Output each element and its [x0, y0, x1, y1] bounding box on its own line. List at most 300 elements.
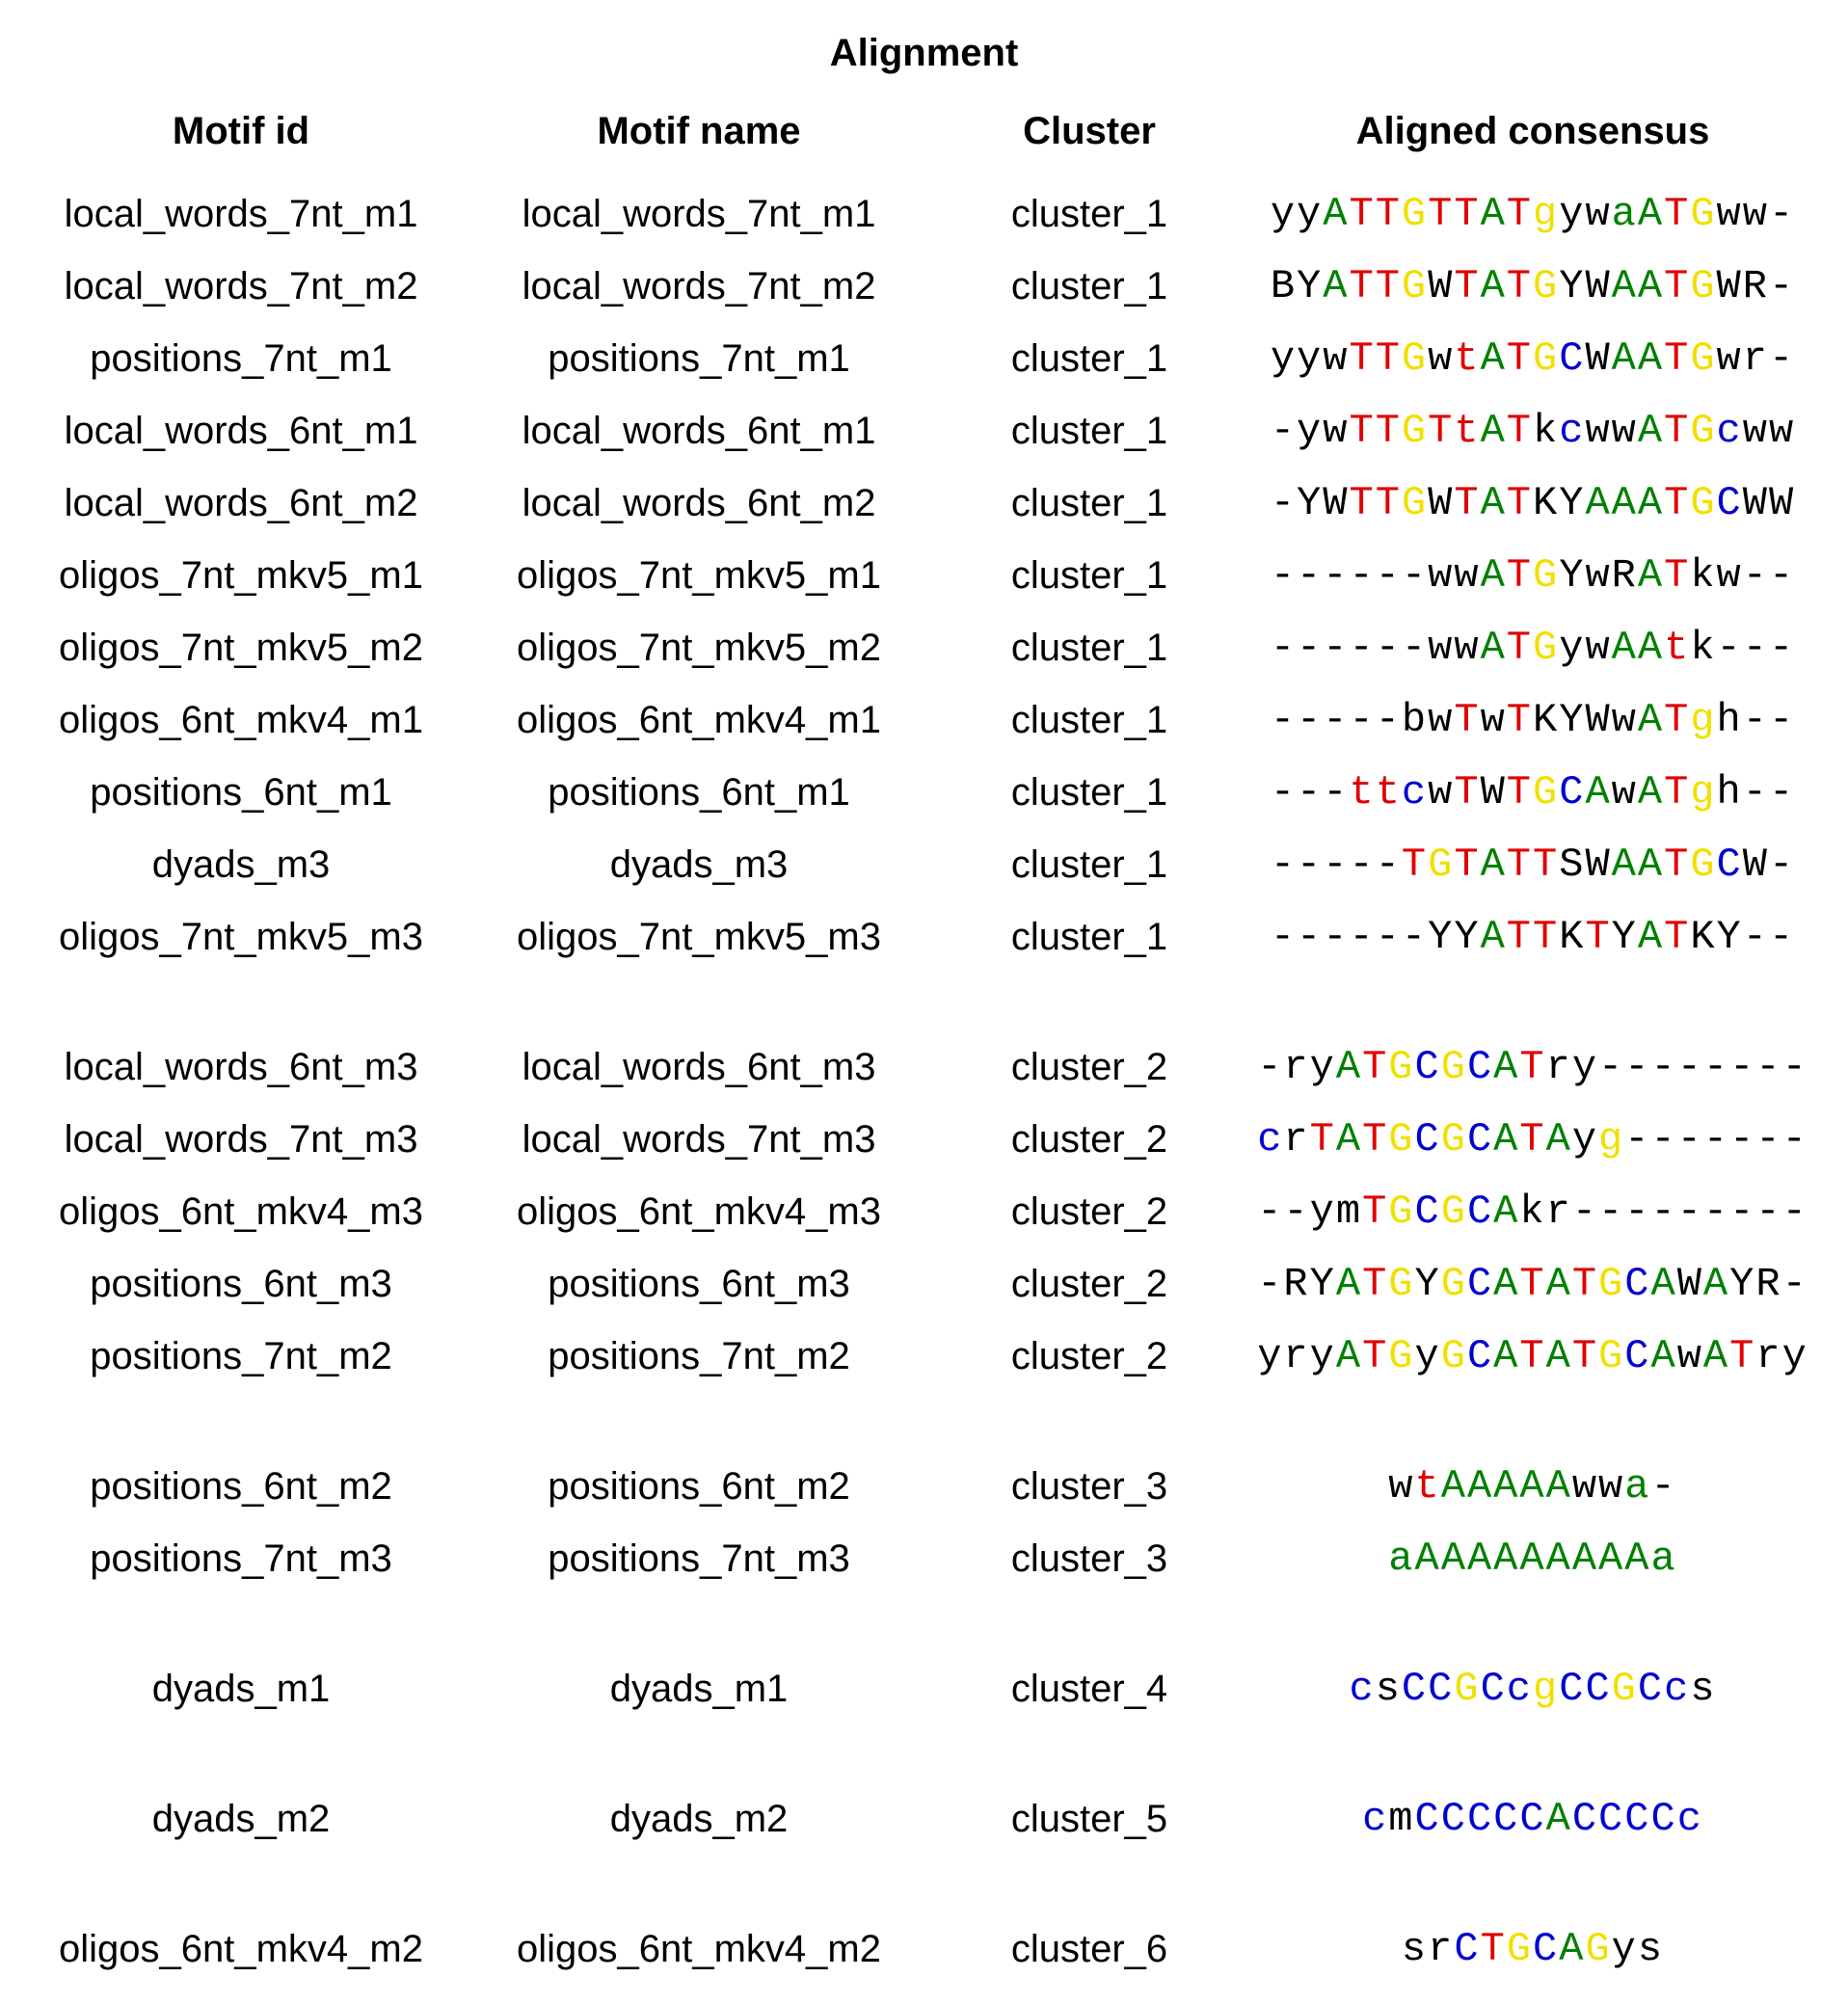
motif-id-cell: oligos_7nt_mkv5_m1	[59, 554, 423, 597]
nucleotide: w	[1611, 769, 1638, 815]
motif-id-cell: oligos_6nt_mkv4_m2	[59, 1928, 423, 1970]
nucleotide: C	[1559, 769, 1586, 815]
nucleotide: G	[1388, 1116, 1415, 1162]
nucleotide: T	[1506, 480, 1533, 526]
nucleotide: A	[1545, 1261, 1572, 1307]
cluster-cell: cluster_1	[1010, 843, 1168, 886]
nucleotide: A	[1611, 625, 1638, 671]
nucleotide: -	[1270, 408, 1298, 454]
nucleotide: T	[1454, 191, 1481, 237]
nucleotide: -	[1297, 842, 1324, 888]
nucleotide: A	[1480, 914, 1507, 960]
nucleotide: T	[1729, 1333, 1756, 1379]
nucleotide: A	[1480, 842, 1507, 888]
nucleotide: C	[1559, 335, 1586, 382]
nucleotide: w	[1571, 1463, 1599, 1510]
nucleotide: b	[1401, 697, 1429, 743]
nucleotide: G	[1440, 1044, 1467, 1090]
nucleotide: -	[1650, 1463, 1677, 1510]
nucleotide: T	[1454, 480, 1481, 526]
nucleotide: g	[1533, 1666, 1560, 1712]
nucleotide: T	[1664, 697, 1691, 743]
nucleotide: -	[1768, 191, 1796, 237]
nucleotide: -	[1297, 914, 1324, 960]
nucleotide: T	[1349, 191, 1376, 237]
nucleotide: Y	[1297, 480, 1324, 526]
nucleotide: r	[1283, 1333, 1310, 1379]
nucleotide: y	[1270, 191, 1298, 237]
motif-id-cell: positions_6nt_m2	[90, 1465, 392, 1508]
nucleotide: h	[1716, 697, 1743, 743]
nucleotide: T	[1349, 335, 1376, 382]
nucleotide: T	[1454, 263, 1481, 309]
nucleotide: K	[1559, 914, 1586, 960]
motif-id-cell: dyads_m2	[151, 1798, 331, 1840]
nucleotide: s	[1690, 1666, 1717, 1712]
nucleotide: a	[1611, 191, 1638, 237]
nucleotide: -	[1624, 1189, 1651, 1235]
motif-name-cell: positions_7nt_m2	[548, 1335, 850, 1377]
nucleotide: T	[1533, 914, 1560, 960]
nucleotide: G	[1401, 480, 1429, 526]
consensus-cell	[1253, 1463, 1812, 1510]
nucleotide: W	[1742, 480, 1769, 526]
motif-id-cell: oligos_7nt_mkv5_m2	[59, 627, 423, 669]
nucleotide: C	[1414, 1044, 1441, 1090]
nucleotide: C	[1533, 1926, 1560, 1972]
nucleotide: W	[1585, 697, 1612, 743]
nucleotide: A	[1702, 1261, 1730, 1307]
nucleotide: -	[1257, 1261, 1284, 1307]
nucleotide: -	[1768, 625, 1796, 671]
nucleotide: -	[1702, 1044, 1730, 1090]
nucleotide: A	[1637, 842, 1665, 888]
nucleotide: w	[1742, 191, 1769, 237]
nucleotide: t	[1414, 1463, 1441, 1510]
nucleotide: A	[1493, 1261, 1520, 1307]
nucleotide: C	[1637, 1666, 1665, 1712]
nucleotide: y	[1559, 625, 1586, 671]
consensus-cell	[1253, 408, 1812, 454]
motif-id-cell: local_words_7nt_m1	[64, 193, 418, 235]
nucleotide: -	[1768, 263, 1796, 309]
cluster-cell: cluster_2	[1010, 1263, 1168, 1305]
nucleotide: s	[1637, 1926, 1665, 1972]
nucleotide: R	[1755, 1261, 1782, 1307]
nucleotide: w	[1742, 408, 1769, 454]
nucleotide: T	[1506, 842, 1533, 888]
nucleotide: k	[1519, 1189, 1546, 1235]
nucleotide: A	[1480, 335, 1507, 382]
motif-id-cell: local_words_6nt_m3	[64, 1046, 418, 1088]
nucleotide: -	[1323, 552, 1350, 599]
nucleotide: A	[1637, 697, 1665, 743]
nucleotide: w	[1428, 625, 1455, 671]
nucleotide: T	[1664, 842, 1691, 888]
nucleotide: T	[1454, 697, 1481, 743]
cluster-cell: cluster_4	[1010, 1668, 1168, 1710]
motif-name-cell: local_words_6nt_m2	[522, 482, 876, 524]
motif-name-cell: dyads_m2	[609, 1798, 789, 1840]
nucleotide: G	[1388, 1189, 1415, 1235]
consensus-cell	[1253, 1261, 1812, 1307]
nucleotide: w	[1598, 1463, 1625, 1510]
consensus-cell	[1253, 1333, 1812, 1379]
nucleotide: k	[1690, 625, 1717, 671]
cluster-cell: cluster_1	[1010, 554, 1168, 597]
nucleotide: C	[1480, 1666, 1507, 1712]
nucleotide: A	[1480, 625, 1507, 671]
nucleotide: -	[1729, 1116, 1756, 1162]
nucleotide: -	[1270, 769, 1298, 815]
nucleotide: T	[1506, 335, 1533, 382]
nucleotide: w	[1454, 625, 1481, 671]
nucleotide: -	[1323, 769, 1350, 815]
nucleotide: s	[1375, 1666, 1402, 1712]
motif-name-cell: positions_6nt_m2	[548, 1465, 850, 1508]
nucleotide: A	[1335, 1333, 1363, 1379]
motif-name-cell: local_words_7nt_m2	[522, 265, 876, 307]
nucleotide: -	[1781, 1044, 1808, 1090]
nucleotide: -	[1768, 552, 1796, 599]
nucleotide: C	[1624, 1261, 1651, 1307]
nucleotide: G	[1428, 842, 1455, 888]
nucleotide: Y	[1309, 1261, 1336, 1307]
nucleotide: A	[1480, 191, 1507, 237]
nucleotide: T	[1480, 1926, 1507, 1972]
nucleotide: G	[1401, 263, 1429, 309]
nucleotide: A	[1545, 1116, 1572, 1162]
nucleotide: C	[1440, 1796, 1467, 1842]
nucleotide: G	[1454, 1666, 1481, 1712]
nucleotide: A	[1559, 1926, 1586, 1972]
motif-id-cell: local_words_7nt_m3	[64, 1118, 418, 1161]
nucleotide: w	[1585, 191, 1612, 237]
nucleotide: r	[1283, 1044, 1310, 1090]
nucleotide: T	[1664, 552, 1691, 599]
nucleotide: -	[1375, 697, 1402, 743]
nucleotide: -	[1297, 552, 1324, 599]
consensus-cell	[1253, 263, 1812, 309]
nucleotide: W	[1676, 1261, 1703, 1307]
nucleotide: K	[1690, 914, 1717, 960]
nucleotide: w	[1428, 697, 1455, 743]
nucleotide: r	[1545, 1189, 1572, 1235]
nucleotide: G	[1533, 625, 1560, 671]
header-motif-id: Motif id	[172, 110, 310, 152]
nucleotide: T	[1349, 480, 1376, 526]
motif-name-cell: oligos_6nt_mkv4_m3	[517, 1190, 881, 1233]
nucleotide: G	[1440, 1261, 1467, 1307]
nucleotide: G	[1533, 552, 1560, 599]
nucleotide: A	[1335, 1116, 1363, 1162]
nucleotide: W	[1742, 842, 1769, 888]
nucleotide: K	[1533, 697, 1560, 743]
nucleotide: A	[1519, 1463, 1546, 1510]
nucleotide: G	[1506, 1926, 1533, 1972]
motif-name-cell: positions_6nt_m3	[548, 1263, 850, 1305]
motif-name-cell: positions_7nt_m1	[548, 337, 850, 380]
nucleotide: w	[1716, 552, 1743, 599]
nucleotide: C	[1414, 1796, 1441, 1842]
motif-name-cell: local_words_6nt_m3	[522, 1046, 876, 1088]
nucleotide: G	[1533, 263, 1560, 309]
nucleotide: C	[1585, 1666, 1612, 1712]
nucleotide: y	[1309, 1189, 1336, 1235]
motif-id-cell: local_words_6nt_m1	[64, 410, 418, 452]
nucleotide: g	[1598, 1116, 1625, 1162]
nucleotide: w	[1611, 408, 1638, 454]
nucleotide: Y	[1559, 263, 1586, 309]
nucleotide: -	[1768, 842, 1796, 888]
nucleotide: T	[1571, 1333, 1599, 1379]
consensus-cell	[1253, 191, 1812, 237]
nucleotide: w	[1454, 552, 1481, 599]
nucleotide: -	[1768, 914, 1796, 960]
nucleotide: R	[1742, 263, 1769, 309]
motif-name-cell: oligos_6nt_mkv4_m2	[517, 1928, 881, 1970]
consensus-cell	[1253, 769, 1812, 815]
nucleotide: w	[1716, 191, 1743, 237]
nucleotide: k	[1690, 552, 1717, 599]
nucleotide: r	[1428, 1926, 1455, 1972]
nucleotide: T	[1506, 769, 1533, 815]
nucleotide: A	[1637, 335, 1665, 382]
nucleotide: C	[1466, 1333, 1494, 1379]
nucleotide: y	[1571, 1044, 1599, 1090]
nucleotide: C	[1466, 1189, 1494, 1235]
nucleotide: T	[1506, 263, 1533, 309]
nucleotide: A	[1585, 480, 1612, 526]
nucleotide: -	[1742, 914, 1769, 960]
nucleotide: a	[1650, 1536, 1677, 1582]
nucleotide: C	[1454, 1926, 1481, 1972]
nucleotide: G	[1401, 408, 1429, 454]
nucleotide: W	[1480, 769, 1507, 815]
nucleotide: -	[1742, 625, 1769, 671]
motif-id-cell: dyads_m3	[151, 843, 331, 886]
nucleotide: A	[1637, 914, 1665, 960]
nucleotide: T	[1664, 408, 1691, 454]
motif-id-cell: positions_6nt_m1	[90, 771, 392, 814]
nucleotide: t	[1454, 408, 1481, 454]
nucleotide: y	[1270, 335, 1298, 382]
nucleotide: C	[1401, 1666, 1429, 1712]
nucleotide: T	[1664, 914, 1691, 960]
nucleotide: w	[1428, 335, 1455, 382]
cluster-cell: cluster_6	[1010, 1928, 1168, 1970]
consensus-cell	[1253, 1044, 1812, 1090]
nucleotide: t	[1664, 625, 1691, 671]
nucleotide: -	[1650, 1189, 1677, 1235]
nucleotide: T	[1519, 1333, 1546, 1379]
nucleotide: w	[1428, 769, 1455, 815]
nucleotide: Y	[1428, 914, 1455, 960]
nucleotide: T	[1362, 1261, 1389, 1307]
nucleotide: W	[1768, 480, 1796, 526]
nucleotide: C	[1519, 1796, 1546, 1842]
motif-id-cell: positions_7nt_m2	[90, 1335, 392, 1377]
nucleotide: A	[1519, 1536, 1546, 1582]
nucleotide: G	[1598, 1333, 1625, 1379]
nucleotide: -	[1716, 625, 1743, 671]
nucleotide: T	[1519, 1044, 1546, 1090]
motif-id-cell: oligos_6nt_mkv4_m1	[59, 699, 423, 741]
nucleotide: C	[1571, 1796, 1599, 1842]
nucleotide: A	[1637, 769, 1665, 815]
nucleotide: W	[1323, 480, 1350, 526]
nucleotide: -	[1598, 1044, 1625, 1090]
nucleotide: -	[1401, 625, 1429, 671]
nucleotide: C	[1466, 1044, 1494, 1090]
nucleotide: Y	[1454, 914, 1481, 960]
nucleotide: -	[1768, 697, 1796, 743]
nucleotide: w	[1716, 335, 1743, 382]
motif-name-cell: oligos_6nt_mkv4_m1	[517, 699, 881, 741]
nucleotide: c	[1676, 1796, 1703, 1842]
nucleotide: C	[1466, 1261, 1494, 1307]
nucleotide: G	[1440, 1116, 1467, 1162]
motif-id-cell: local_words_6nt_m2	[64, 482, 418, 524]
nucleotide: c	[1401, 769, 1429, 815]
nucleotide: y	[1309, 1044, 1336, 1090]
motif-id-cell: positions_7nt_m3	[90, 1537, 392, 1580]
nucleotide: W	[1585, 335, 1612, 382]
consensus-cell	[1253, 625, 1812, 671]
nucleotide: c	[1257, 1116, 1284, 1162]
nucleotide: A	[1571, 1536, 1599, 1582]
nucleotide: -	[1702, 1189, 1730, 1235]
nucleotide: T	[1664, 769, 1691, 815]
nucleotide: C	[1716, 480, 1743, 526]
nucleotide: G	[1401, 335, 1429, 382]
nucleotide: -	[1270, 480, 1298, 526]
nucleotide: r	[1742, 335, 1769, 382]
nucleotide: -	[1742, 552, 1769, 599]
consensus-cell	[1253, 552, 1812, 599]
nucleotide: -	[1768, 769, 1796, 815]
nucleotide: -	[1755, 1189, 1782, 1235]
nucleotide: G	[1690, 480, 1717, 526]
nucleotide: T	[1362, 1333, 1389, 1379]
nucleotide: w	[1428, 552, 1455, 599]
nucleotide: T	[1362, 1044, 1389, 1090]
nucleotide: c	[1664, 1666, 1691, 1712]
nucleotide: A	[1545, 1536, 1572, 1582]
nucleotide: -	[1571, 1189, 1599, 1235]
nucleotide: m	[1388, 1796, 1415, 1842]
header-aligned-consensus: Aligned consensus	[1355, 110, 1710, 152]
nucleotide: G	[1440, 1189, 1467, 1235]
nucleotide: T	[1362, 1116, 1389, 1162]
nucleotide: W	[1585, 842, 1612, 888]
nucleotide: y	[1781, 1333, 1808, 1379]
nucleotide: T	[1428, 408, 1455, 454]
nucleotide: Y	[1716, 914, 1743, 960]
consensus-cell	[1253, 914, 1812, 960]
nucleotide: A	[1637, 191, 1665, 237]
nucleotide: -	[1297, 769, 1324, 815]
nucleotide: -	[1349, 842, 1376, 888]
nucleotide: G	[1690, 335, 1717, 382]
nucleotide: A	[1480, 552, 1507, 599]
nucleotide: A	[1598, 1536, 1625, 1582]
cluster-cell: cluster_1	[1010, 410, 1168, 452]
motif-name-cell: dyads_m3	[609, 843, 789, 886]
nucleotide: G	[1611, 1666, 1638, 1712]
nucleotide: Y	[1729, 1261, 1756, 1307]
nucleotide: -	[1349, 914, 1376, 960]
nucleotide: y	[1297, 335, 1324, 382]
motif-id-cell: positions_6nt_m3	[90, 1263, 392, 1305]
nucleotide: A	[1611, 480, 1638, 526]
nucleotide: Y	[1559, 480, 1586, 526]
nucleotide: A	[1466, 1536, 1494, 1582]
nucleotide: A	[1611, 263, 1638, 309]
nucleotide: C	[1466, 1796, 1494, 1842]
nucleotide: T	[1506, 914, 1533, 960]
nucleotide: -	[1755, 1044, 1782, 1090]
nucleotide: t	[1454, 335, 1481, 382]
nucleotide: -	[1270, 552, 1298, 599]
nucleotide: -	[1323, 697, 1350, 743]
nucleotide: -	[1650, 1116, 1677, 1162]
nucleotide: g	[1533, 191, 1560, 237]
nucleotide: -	[1702, 1116, 1730, 1162]
nucleotide: T	[1533, 842, 1560, 888]
motif-name-cell: local_words_7nt_m1	[522, 193, 876, 235]
motif-id-cell: local_words_7nt_m2	[64, 265, 418, 307]
nucleotide: -	[1781, 1261, 1808, 1307]
nucleotide: -	[1598, 1189, 1625, 1235]
nucleotide: T	[1506, 191, 1533, 237]
nucleotide: G	[1533, 769, 1560, 815]
nucleotide: w	[1611, 697, 1638, 743]
nucleotide: y	[1297, 191, 1324, 237]
nucleotide: T	[1362, 1189, 1389, 1235]
nucleotide: T	[1454, 769, 1481, 815]
nucleotide: -	[1375, 552, 1402, 599]
cluster-cell: cluster_1	[1010, 482, 1168, 524]
nucleotide: C	[1414, 1189, 1441, 1235]
nucleotide: C	[1624, 1333, 1651, 1379]
nucleotide: T	[1664, 335, 1691, 382]
nucleotide: Y	[1611, 914, 1638, 960]
nucleotide: A	[1650, 1261, 1677, 1307]
nucleotide: A	[1702, 1333, 1730, 1379]
nucleotide: w	[1585, 552, 1612, 599]
nucleotide: y	[1309, 1333, 1336, 1379]
nucleotide: T	[1664, 263, 1691, 309]
nucleotide: W	[1428, 480, 1455, 526]
nucleotide: A	[1335, 1044, 1363, 1090]
motif-name-cell: positions_6nt_m1	[548, 771, 850, 814]
nucleotide: A	[1637, 625, 1665, 671]
nucleotide: A	[1545, 1463, 1572, 1510]
nucleotide: K	[1533, 480, 1560, 526]
motif-name-cell: local_words_6nt_m1	[522, 410, 876, 452]
nucleotide: T	[1401, 842, 1429, 888]
nucleotide: -	[1297, 697, 1324, 743]
nucleotide: S	[1559, 842, 1586, 888]
nucleotide: T	[1375, 263, 1402, 309]
nucleotide: R	[1283, 1261, 1310, 1307]
motif-name-cell: dyads_m1	[609, 1668, 789, 1710]
nucleotide: A	[1493, 1463, 1520, 1510]
nucleotide: -	[1781, 1189, 1808, 1235]
nucleotide: -	[1375, 842, 1402, 888]
nucleotide: -	[1297, 625, 1324, 671]
